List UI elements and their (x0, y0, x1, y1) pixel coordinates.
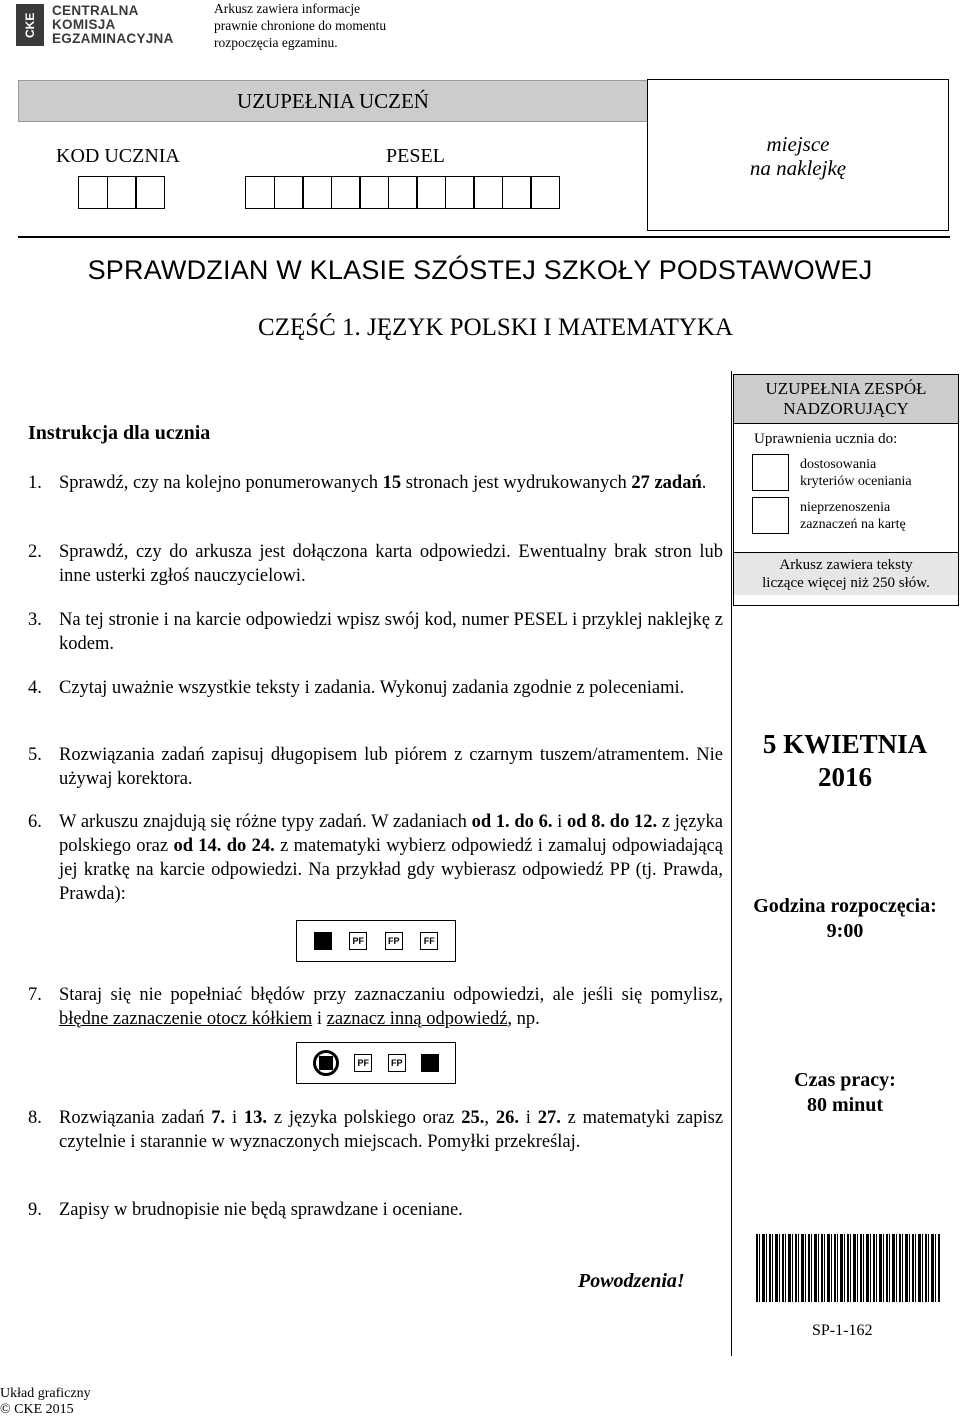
text-span: i (552, 812, 567, 832)
item-text (59, 471, 723, 495)
pesel-digit-box[interactable] (445, 176, 475, 209)
start-time (731, 894, 959, 944)
item-number: 7. (28, 985, 42, 1005)
supervisor-box (733, 374, 959, 606)
instruction-item (28, 540, 723, 588)
long-texts-note (734, 552, 958, 595)
text-bold: od 8. do 12. (567, 812, 658, 832)
instructions-heading: Instrukcja dla ucznia (28, 422, 211, 444)
text-span: z matematyki wybierz odpowiedź i zamaluj odpowiadającą jej kratkę na karcie odpowiedzi. Na przykład gdy wybierasz odpowiedź PP (tj. Prawda, Prawda): (59, 836, 723, 904)
pesel-boxes[interactable] (245, 176, 559, 209)
instruction-item (28, 471, 723, 495)
answer-cell: FF (420, 932, 438, 950)
pesel-digit-box[interactable] (416, 176, 446, 209)
pesel-digit-box[interactable] (502, 176, 532, 209)
text-span: i (518, 1108, 538, 1128)
supervisor-header-line: NADZORUJĄCY (783, 399, 909, 418)
kod-digit-box[interactable] (135, 176, 165, 209)
item-number: 4. (28, 678, 42, 698)
answer-cell: FP (385, 932, 403, 950)
text-span: i (225, 1108, 244, 1128)
student-header-band (18, 80, 648, 122)
kod-digit-box[interactable] (107, 176, 137, 209)
exam-date (731, 728, 959, 794)
cke-logo (16, 4, 186, 46)
footer-line: © CKE 2015 (0, 1402, 74, 1417)
duration (731, 1068, 959, 1118)
instruction-item (28, 676, 723, 700)
text-span: Staraj się nie popełniać błędów przy zaznaczaniu odpowiedzi, ale jeśli się pomylisz, (59, 985, 723, 1005)
sheet-code: SP-1-162 (812, 1322, 873, 1339)
permission-line: dostosowania (800, 456, 877, 472)
text-bold: od 14. do 24. (173, 836, 275, 856)
logo-mark: CKE (16, 4, 44, 46)
text-bold: 7. (211, 1108, 226, 1128)
text-bold: 27. (537, 1108, 561, 1128)
pesel-digit-box[interactable] (274, 176, 304, 209)
item-number: 8. (28, 1108, 42, 1128)
pesel-digit-box[interactable] (473, 176, 503, 209)
item-number: 3. (28, 610, 42, 630)
circled-cell (313, 1050, 339, 1076)
pesel-digit-box[interactable] (245, 176, 275, 209)
note-line: Arkusz zawiera teksty (779, 557, 913, 573)
text-underline: błędne zaznaczenie otocz kółkiem (59, 1009, 313, 1029)
logo-line: EGZAMINACYJNA (52, 31, 174, 46)
info-line: rozpoczęcia egzaminu. (214, 35, 338, 50)
permission-row (752, 497, 958, 534)
exam-subtitle: CZĘŚĆ 1. JĘZYK POLSKI I MATEMATYKA (258, 314, 734, 341)
info-line: Arkusz zawiera informacje (214, 1, 361, 16)
kod-digit-box[interactable] (78, 176, 108, 209)
sticker-line: miejsce (766, 132, 830, 156)
example-answer-box (296, 920, 456, 962)
text-span: . (701, 473, 707, 493)
item-text: Sprawdź, czy do arkusza jest dołączona karta odpowiedzi. Ewentualny brak stron lub inne usterki zgłoś nauczycielowi. (59, 542, 723, 586)
filled-cell (421, 1054, 439, 1072)
date-line: 5 KWIETNIA (762, 729, 928, 759)
logo-line: KOMISJA (52, 17, 116, 32)
text-bold: od 1. do 6. (471, 812, 553, 832)
item-number: 9. (28, 1200, 42, 1220)
text-span: z języka polskiego oraz (59, 812, 724, 856)
item-number: 1. (28, 473, 42, 493)
item-text: Na tej stronie i na karcie odpowiedzi wpisz swój kod, numer PESEL i przyklej naklejkę z kodem. (59, 610, 723, 654)
start-line: Godzina rozpoczęcia: (753, 895, 937, 917)
footer (0, 1386, 91, 1418)
instruction-item (28, 810, 723, 906)
supervisor-header (734, 375, 958, 424)
text-bold: 27 zadań (631, 473, 702, 493)
text-span: W arkuszu znajdują się różne typy zadań. W zadaniach (59, 812, 472, 832)
text-span: , np. (507, 1009, 540, 1029)
answer-cell: PF (349, 932, 367, 950)
permissions-label: Uprawnienia ucznia do: (754, 431, 898, 447)
permission-checkbox[interactable] (752, 497, 789, 534)
barcode (756, 1234, 940, 1302)
permission-line: nieprzenoszenia (800, 499, 891, 515)
item-text (59, 1106, 723, 1154)
pesel-digit-box[interactable] (359, 176, 389, 209)
supervisor-header-line: UZUPEŁNIA ZESPÓŁ (765, 379, 927, 398)
text-span: z matematyki zapisz czytelnie i starannie w wyznaczonych miejscach. Pomyłki przekreślaj. (59, 1108, 724, 1152)
instruction-item (28, 608, 723, 656)
protected-info (214, 0, 386, 51)
instruction-item (28, 1198, 723, 1222)
instruction-item (28, 743, 723, 791)
text-underline: zaznacz inną odpowiedź (326, 1009, 508, 1029)
answer-cell: PF (354, 1054, 372, 1072)
pesel-digit-box[interactable] (388, 176, 418, 209)
text-span: stronach jest wydrukowanych (401, 473, 632, 493)
text-span: i (312, 1009, 327, 1029)
pesel-label: PESEL (386, 145, 445, 167)
header-rule (18, 236, 950, 238)
item-text: Czytaj uważnie wszystkie teksty i zadania. Wykonuj zadania zgodnie z poleceniami. (59, 678, 685, 698)
item-number: 5. (28, 745, 42, 765)
permission-text (800, 499, 906, 533)
item-text: Rozwiązania zadań zapisuj długopisem lub piórem z czarnym tuszem/atramentem. Nie używaj korektora. (59, 745, 723, 789)
sticker-line: na naklejkę (749, 156, 847, 180)
item-text (59, 810, 723, 906)
duration-line: Czas pracy: (794, 1069, 896, 1091)
item-text (59, 983, 723, 1031)
text-bold: 25. (461, 1108, 485, 1128)
date-line: 2016 (818, 762, 872, 792)
start-line: 9:00 (826, 920, 864, 942)
permission-row (752, 454, 958, 491)
item-number: 2. (28, 542, 42, 562)
text-span: , (484, 1108, 496, 1128)
text-span: Rozwiązania zadań (59, 1108, 212, 1128)
footer-line: Układ graficzny (0, 1386, 91, 1401)
sticker-area[interactable] (647, 79, 949, 231)
item-number: 6. (28, 812, 42, 832)
pesel-digit-box[interactable] (331, 176, 361, 209)
text-bold: 26. (495, 1108, 519, 1128)
instruction-item (28, 983, 723, 1031)
permission-checkbox[interactable] (752, 454, 789, 491)
text-span: Sprawdź, czy na kolejno ponumerowanych (59, 473, 383, 493)
text-bold: 13. (243, 1108, 268, 1128)
logo-line: CENTRALNA (52, 3, 139, 18)
answer-cell: FP (388, 1054, 406, 1072)
good-luck: Powodzenia! (578, 1270, 685, 1292)
correction-example-box (296, 1042, 456, 1084)
pesel-digit-box[interactable] (530, 176, 560, 209)
filled-cell (314, 932, 332, 950)
duration-line: 80 minut (806, 1094, 884, 1116)
student-header-title: UZUPEŁNIA UCZEŃ (237, 89, 429, 113)
pesel-digit-box[interactable] (302, 176, 332, 209)
text-span: z języka polskiego oraz (267, 1108, 462, 1128)
exam-title: SPRAWDZIAN W KLASIE SZÓSTEJ SZKOŁY PODSTAWOWEJ (87, 255, 873, 285)
info-line: prawnie chronione do momentu (214, 18, 387, 33)
permission-text (800, 456, 912, 490)
instruction-item (28, 1106, 723, 1154)
note-line: liczące więcej niż 250 słów. (762, 575, 930, 591)
logo-text (52, 4, 174, 46)
item-text: Zapisy w brudnopisie nie będą sprawdzane i oceniane. (59, 1200, 463, 1220)
text-bold: 15 (382, 473, 402, 493)
filled-cell (319, 1056, 333, 1070)
kod-label: KOD UCZNIA (56, 145, 180, 167)
permission-line: kryteriów oceniania (800, 473, 912, 489)
kod-boxes[interactable] (78, 176, 164, 209)
permission-line: zaznaczeń na kartę (800, 516, 906, 532)
